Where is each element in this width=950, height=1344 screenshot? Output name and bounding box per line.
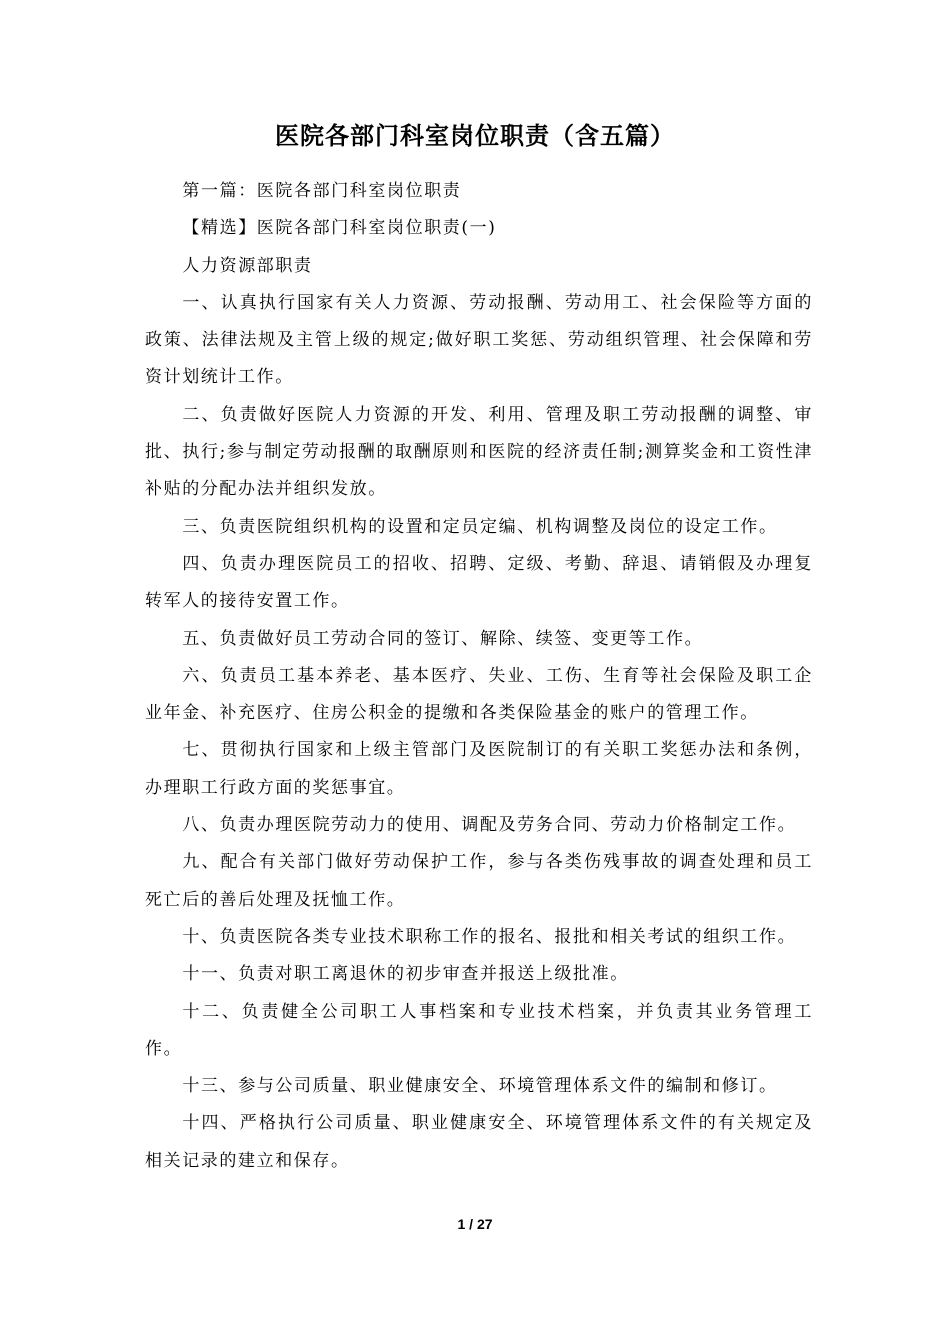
document-title: 医院各部门科室岗位职责（含五篇） (275, 121, 675, 150)
duty-paragraph: 六、负责员工基本养老、基本医疗、失业、工伤、生育等社会保险及职工企业年金、补充医疗、住房公积金的提缴和各类保险基金的账户的管理工作。 (145, 665, 813, 724)
department-heading: 人力资源部职责 (182, 255, 313, 276)
duty-paragraph: 四、负责办理医院员工的招收、招聘、定级、考勤、辞退、请销假及办理复转军人的接待安置工作。 (145, 553, 813, 612)
duty-paragraph: 二、负责做好医院人力资源的开发、利用、管理及职工劳动报酬的调整、审批、执行;参与制定劳动报酬的取酬原则和医院的经济责任制;测算奖金和工资性津补贴的分配办法并组织发放。 (145, 404, 813, 500)
duty-paragraph: 三、负责医院组织机构的设置和定员定编、机构调整及岗位的设定工作。 (182, 516, 778, 537)
document-body (145, 173, 813, 1180)
duty-paragraph: 十二、负责健全公司职工人事档案和专业技术档案，并负责其业务管理工作。 (145, 1001, 813, 1059)
duty-paragraph: 七、贯彻执行国家和上级主管部门及医院制订的有关职工奖惩办法和条例，办理职工行政方面的奖惩事宜。 (145, 740, 813, 798)
duty-paragraph: 九、配合有关部门做好劳动保护工作，参与各类伤残事故的调查处理和员工死亡后的善后处理及抚恤工作。 (145, 852, 813, 910)
duty-paragraph: 十三、参与公司质量、职业健康安全、环境管理体系文件的编制和修订。 (182, 1076, 778, 1097)
section-heading: 第一篇：医院各部门科室岗位职责 (182, 181, 462, 201)
duty-paragraph: 五、负责做好员工劳动合同的签订、解除、续签、变更等工作。 (182, 628, 704, 649)
subsection-heading: 【精选】医院各部门科室岗位职责(一) (182, 218, 497, 239)
duty-paragraph: 十四、严格执行公司质量、职业健康安全、环境管理体系文件的有关规定及相关记录的建立和保存。 (145, 1113, 813, 1171)
duty-paragraph: 八、负责办理医院劳动力的使用、调配及劳务合同、劳动力价格制定工作。 (182, 815, 797, 836)
duty-paragraph: 一、认真执行国家有关人力资源、劳动报酬、劳动用工、社会保险等方面的政策、法律法规及主管上级的规定;做好职工奖惩、劳动组织管理、社会保障和劳资计划统计工作。 (145, 292, 813, 388)
duty-paragraph: 十、负责医院各类专业技术职称工作的报名、报批和相关考试的组织工作。 (182, 926, 797, 947)
duty-paragraph: 十一、负责对职工离退休的初步审查并报送上级批准。 (182, 964, 629, 985)
page-number: 1 / 27 (457, 1216, 493, 1232)
